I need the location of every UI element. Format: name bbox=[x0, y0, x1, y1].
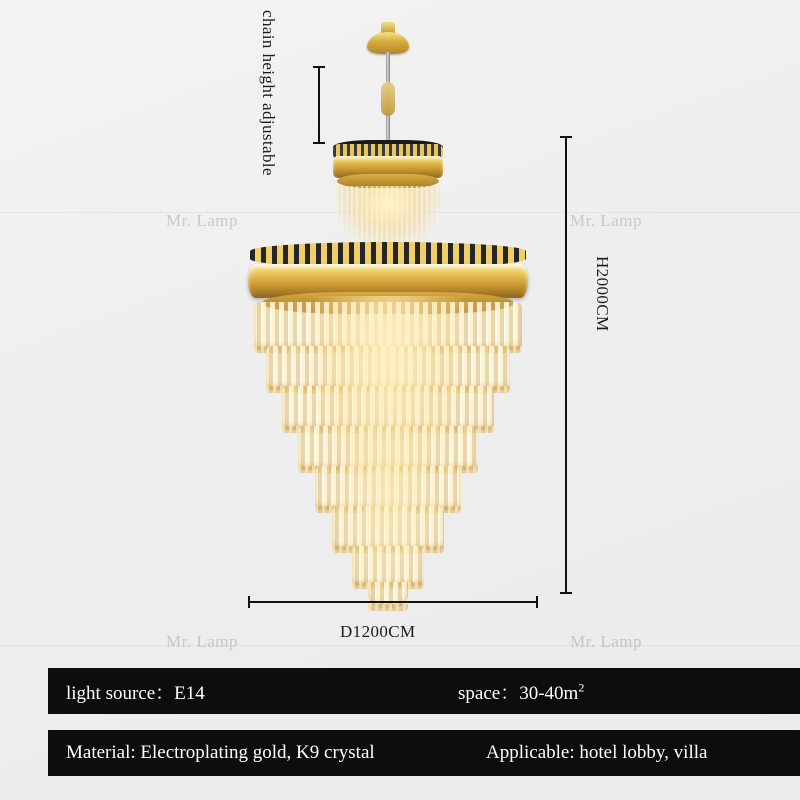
applicable-text: Applicable: hotel lobby, villa bbox=[486, 742, 708, 763]
ceiling-canopy bbox=[367, 32, 409, 54]
background-guide-line bbox=[0, 645, 800, 646]
chain-height-bracket bbox=[313, 66, 325, 144]
chandelier-illustration bbox=[238, 10, 538, 610]
crystal-tier bbox=[332, 506, 444, 550]
material-text: Material: Electroplating gold, K9 crystal bbox=[66, 742, 375, 763]
crystal-tier bbox=[352, 546, 424, 586]
light-source-text: light source：E14 bbox=[66, 682, 205, 704]
crystal-tier bbox=[282, 386, 494, 430]
crystal-tier bbox=[266, 346, 510, 390]
diameter-dimension-label: D1200CM bbox=[340, 622, 416, 641]
spec-bar-secondary bbox=[48, 730, 800, 776]
upper-light-glow bbox=[356, 186, 420, 230]
space-value: space：30-40m bbox=[458, 682, 579, 704]
height-dimension-label: H2000CM bbox=[593, 256, 612, 332]
chain-segment bbox=[381, 82, 395, 116]
watermark: Mr. Lamp bbox=[166, 632, 238, 651]
crystal-tier bbox=[254, 302, 522, 350]
space-unit-exponent: 2 bbox=[578, 680, 585, 695]
watermark: Mr. Lamp bbox=[570, 632, 642, 651]
watermark: Mr. Lamp bbox=[570, 211, 642, 230]
height-dimension-line bbox=[560, 136, 572, 594]
crystal-tier bbox=[298, 426, 478, 470]
watermark: Mr. Lamp bbox=[166, 211, 238, 230]
spec-bar-primary bbox=[48, 668, 800, 714]
crystal-tier bbox=[315, 466, 461, 510]
diameter-dimension-line bbox=[248, 596, 538, 608]
space-text bbox=[458, 678, 584, 705]
chain-height-label: chain height adjustable bbox=[259, 10, 278, 176]
